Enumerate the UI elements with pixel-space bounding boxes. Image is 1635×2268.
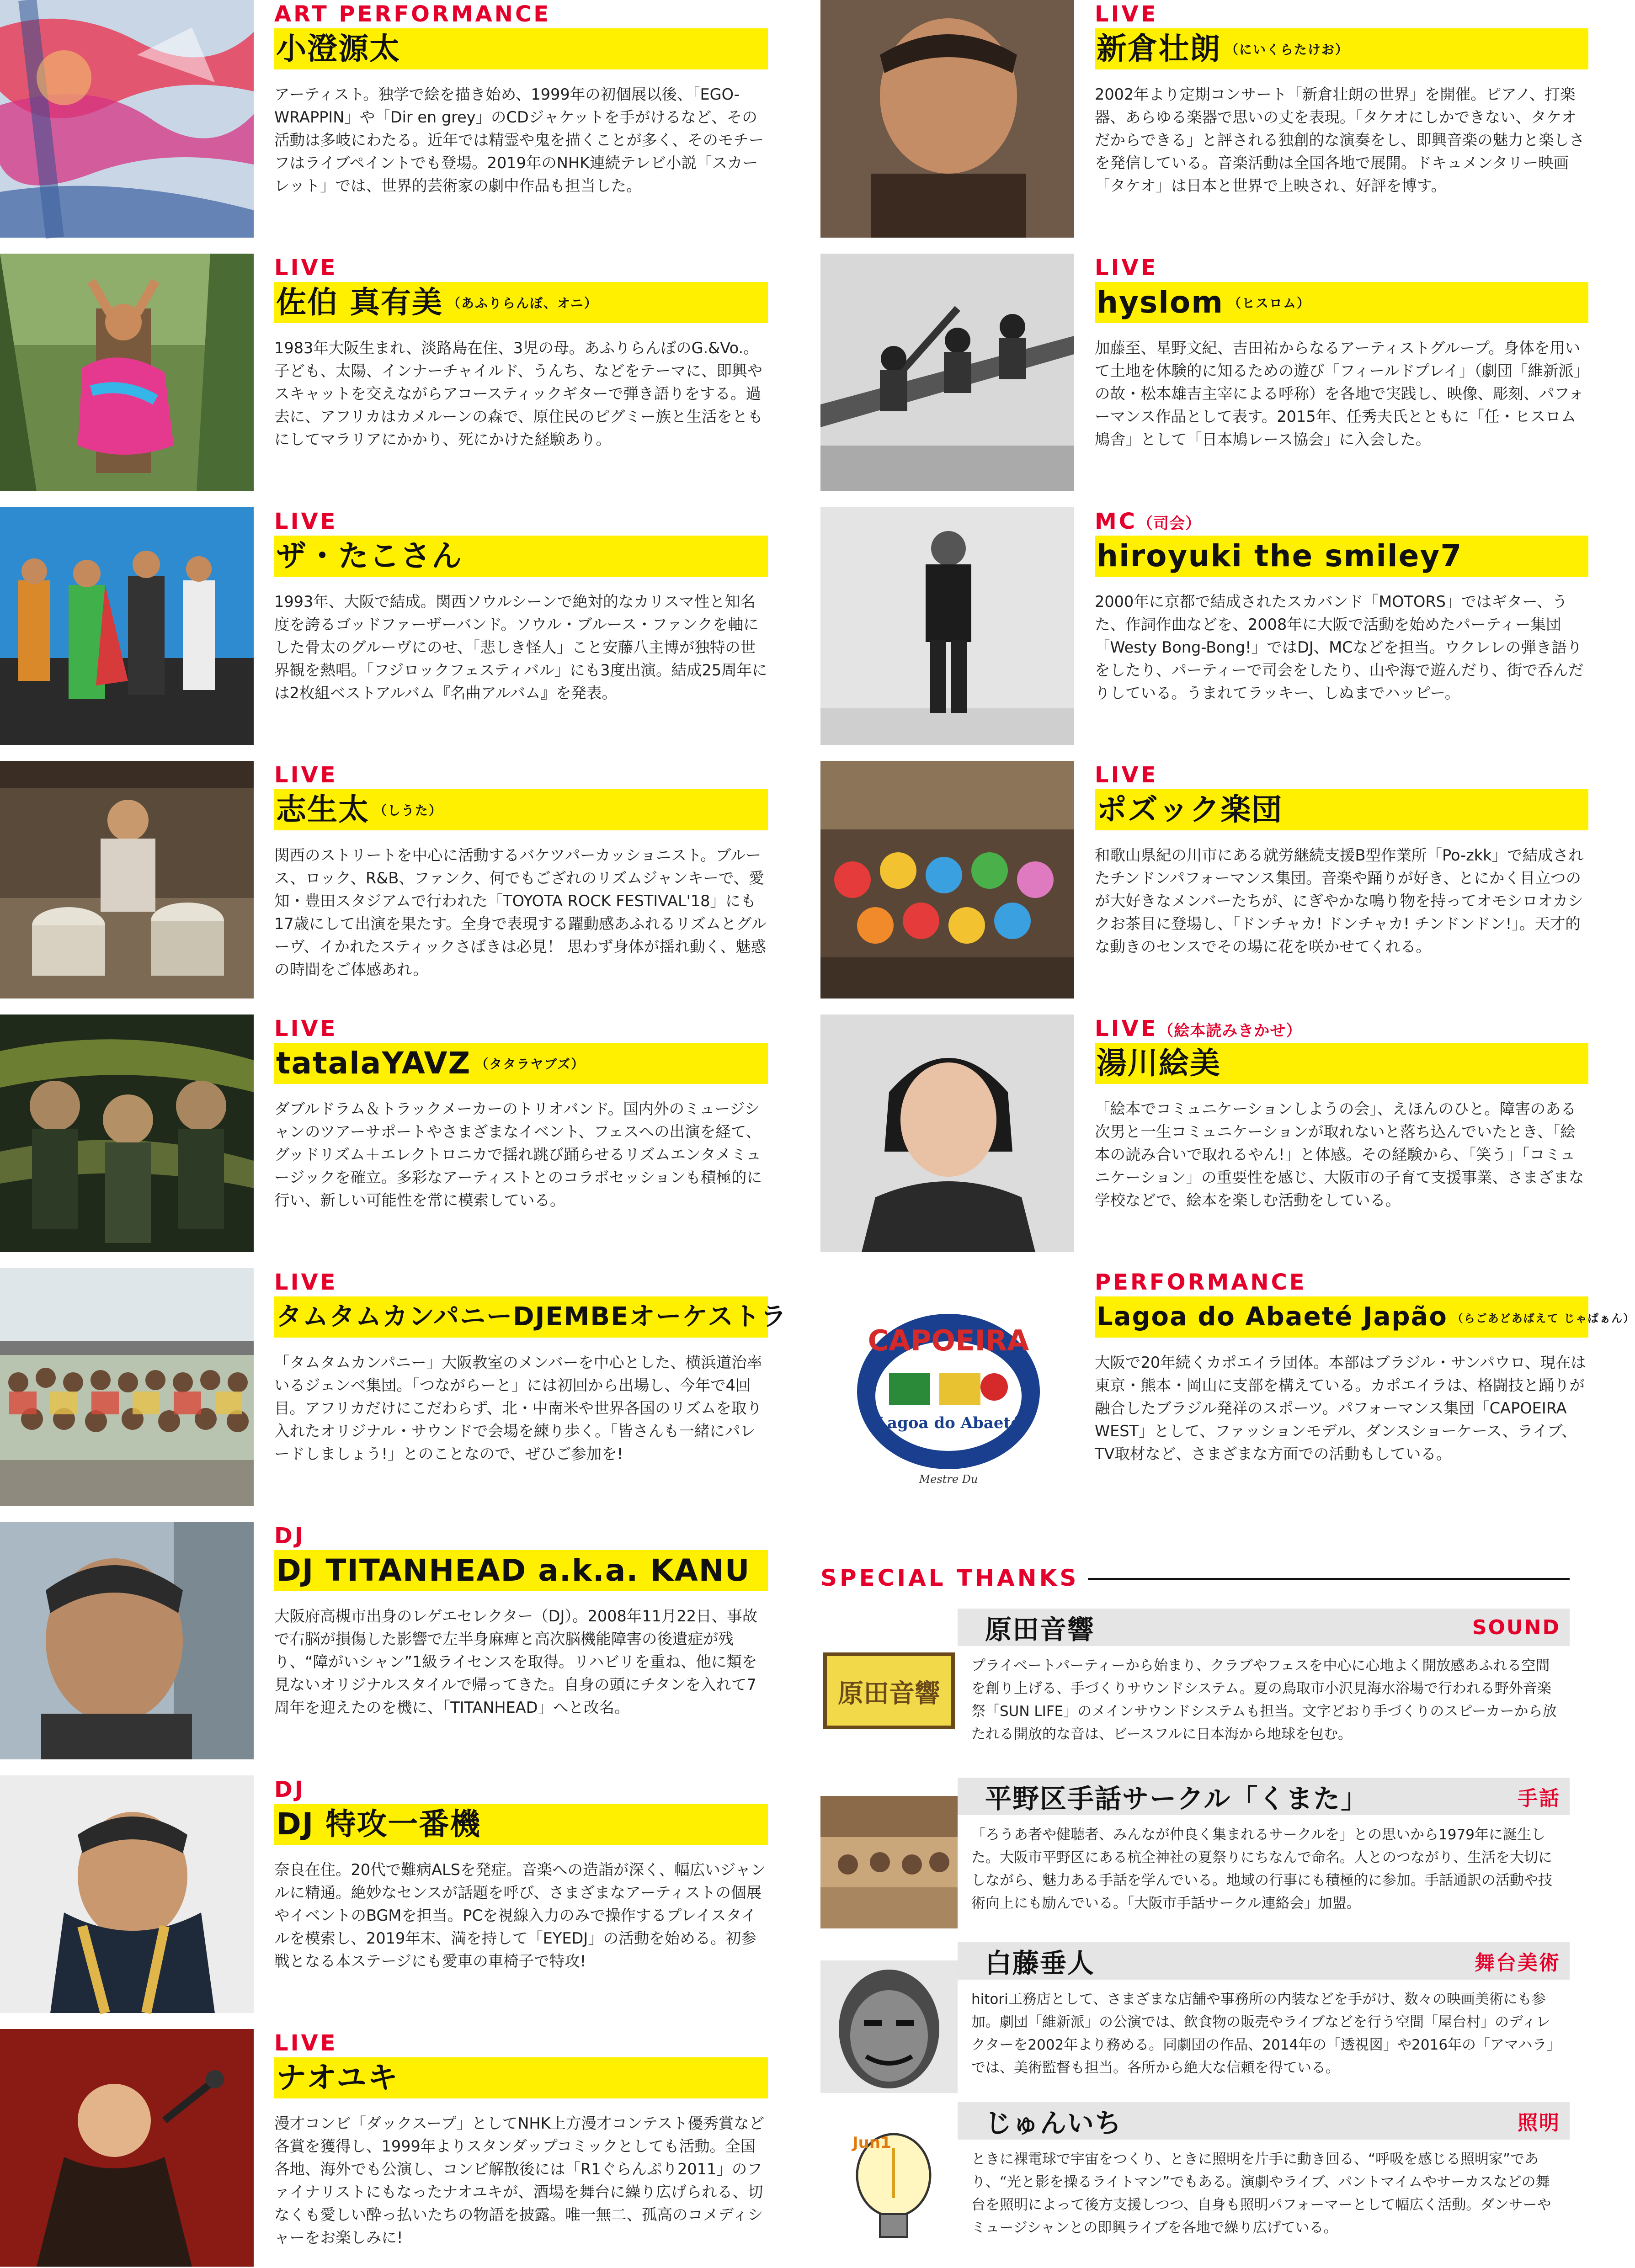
performer-name: ナオユキ xyxy=(276,2060,399,2095)
junichi-logo-text: Jun1 xyxy=(852,2134,891,2152)
entry-kosumi-genta xyxy=(0,0,768,238)
photo-hiroyuki-smiley7 xyxy=(820,507,1074,745)
category-label: LIVE xyxy=(274,762,338,788)
photo-dj-tokko xyxy=(0,1775,254,2013)
capoeira-logo-subtitle: Lagoa do Abaeté xyxy=(876,1414,1021,1432)
capoeira-logo-title: CAPOEIRA xyxy=(868,1324,1029,1357)
name-bar xyxy=(274,1296,788,1338)
performer-description: 加藤至、星野文紀、吉田祐からなるアーティストグループ。身体を用いて土地を体験的に知るための遊び「フィールドプレイ」（劇団「維新派」の故・松本雄吉主宰による呼称）を各地で実践し、映像、彫刻、パフォーマンス作品として表す。2015年、任秀夫氏とともに「任・ヒスロム鳩舎」として「日本鳩レース協会」に入会した。 xyxy=(1095,339,1584,448)
photo-kumata xyxy=(820,1796,958,1928)
thanks-role: SOUND xyxy=(1472,1615,1560,1639)
sound-logo xyxy=(820,1627,958,1759)
performer-description: 1983年大阪生まれ、淡路島在住、3児の母。あふりらんぼのG.&Vo.。子ども、太陽、インナーチャイルド、うんち、などをテーマに、即興やスキャットを交えながらアコースティックギターで弾き語りをする。過去に、アフリカはカメルーンの森で、原住民のピグミー族と生活をともにしてマラリアにかかり、死にかけた経験あり。 xyxy=(274,339,763,448)
performer-description: 漫才コンビ「ダックスープ」としてNHK上方漫才コンテスト優秀賞など各賞を獲得し、1999年よりスタンダップコミックとしても活動。全国各地、海外でも公演し、コンビ解散後には「R1ぐらんぷり2011」のファイナリストにもなったナオユキが、酒場を舞台に繰り広げられる、切なくも愛しい酔っ払いたちの物語を披露。唯一無二、孤高のコメディシャーをお楽しみに! xyxy=(274,2114,765,2247)
name-bar xyxy=(274,282,768,323)
thanks-name-bar xyxy=(958,2102,1570,2140)
performer-description: 2000年に京都で結成されたスカバンド「MOTORS」ではギター、うた、作詞作曲などを、2008年に大阪で活動を始めたパーティー集団「Westy Bong-Bong!」ではDJ、MCなどを担当。ウクレレの弾き語りをしたり、パーティーで司会をしたり、山や海で遊んだり、街で呑んだりしている。うまれてラッキー、しぬまでハッピー。 xyxy=(1095,593,1584,702)
entry-dj-tokko xyxy=(0,1775,768,2013)
thanks-name-bar xyxy=(958,1942,1570,1980)
photo-tatalayavz xyxy=(0,1014,254,1252)
capoeira-logo-sign: Mestre Du xyxy=(919,1473,978,1486)
photo-pozukku-gakudan xyxy=(820,761,1074,999)
thanks-role: 手話 xyxy=(1518,1787,1560,1810)
special-thanks-heading xyxy=(820,1562,1570,1594)
performer-kana: （にいくらたけお） xyxy=(1225,42,1349,57)
junichi-logo xyxy=(820,2120,958,2253)
category-label: DJ xyxy=(274,1777,305,1802)
photo-shiuta xyxy=(0,761,254,999)
entry-lagoa-do-abaete xyxy=(820,1268,1635,1506)
performer-kana: （タタラヤブズ） xyxy=(475,1057,585,1072)
capoeira-logo xyxy=(820,1268,1074,1506)
performer-name: Lagoa do Abaeté Japão xyxy=(1097,1302,1448,1332)
entry-the-takosan xyxy=(0,507,768,745)
category-label: LIVE xyxy=(1095,255,1158,281)
photo-saeki-mayumi xyxy=(0,254,254,491)
category-label: LIVE xyxy=(274,1269,338,1295)
thanks-name: 白藤垂人 xyxy=(985,1948,1095,1979)
name-bar xyxy=(274,2057,768,2098)
thanks-name-bar xyxy=(958,1778,1570,1815)
category-label: LIVE xyxy=(274,255,338,281)
photo-naoyuki xyxy=(0,2029,254,2267)
thanks-junichi xyxy=(820,2102,1570,2267)
name-bar xyxy=(1095,1296,1635,1338)
category-label: PERFORMANCE xyxy=(1095,1269,1307,1295)
name-bar xyxy=(1095,1043,1588,1084)
entry-pozukku-gakudan xyxy=(820,761,1588,999)
performer-name: hiroyuki the smiley7 xyxy=(1097,538,1463,574)
special-thanks-rule xyxy=(1076,1578,1570,1580)
performer-name: 志生太 xyxy=(276,792,369,827)
name-bar xyxy=(1095,536,1588,577)
special-thanks-title: SPECIAL THANKS xyxy=(820,1565,1088,1591)
performer-description: 大阪府高槻市出身のレゲエセレクター（DJ）。2008年11月22日、事故で右脳が損傷した影響で左半身麻痺と高次脳機能障害の後遺症が残り、“障がいシャン”1級ライセンスを取得。リハビリを重ね、他に類を見ないオリジナルスタイルで帰ってきた。自身の頭にチタンを入れて7周年を迎えたのを機に、「TITANHEAD」へと改名。 xyxy=(274,1607,758,1716)
performer-kana: （らごあどあばえて じゃぱぁん） xyxy=(1452,1312,1635,1325)
name-bar xyxy=(274,28,768,69)
performer-name: DJ 特攻一番機 xyxy=(276,1806,481,1842)
category-label xyxy=(1095,1014,1588,1043)
performer-description: 「タムタムカンパニー」大阪教室のメンバーを中心とした、横浜道治率いるジェンベ集団。「つながらーと」には初回から出場し、今年で4回目。アフリカだけにこだわらず、北・中南米や世界各国のリズムを取り入れたオリジナル・サウンドで会場を練り歩く。「皆さんも一緒にパレードしましょう!」とのことなので、ぜひご参加を! xyxy=(274,1354,762,1463)
photo-yukawa-emi xyxy=(820,1014,1074,1252)
thanks-harada-onkyo xyxy=(820,1609,1570,1773)
entry-naoyuki xyxy=(0,2029,768,2267)
name-bar xyxy=(274,536,768,577)
thanks-role: 舞台美術 xyxy=(1475,1951,1560,1975)
performer-kana: （ヒスロム） xyxy=(1228,296,1311,311)
entry-hiroyuki-smiley7 xyxy=(820,507,1588,745)
performer-name: ポズック楽団 xyxy=(1097,792,1283,827)
photo-hyslom xyxy=(820,254,1074,491)
performer-description: 大阪で20年続くカポエイラ団体。本部はブラジル・サンパウロ、現在は東京・熊本・岡山に支部を構えている。カポエイラは、格闘技と踊りが融合したブラジル発祥のスポーツ。パフォーマンス集団「CAPOEIRA WEST」として、ファッションモデル、ダンスショーケース、ライブ、TV取材など、さまざまな方面での活動もしている。 xyxy=(1095,1354,1586,1463)
entry-niikura-takeo xyxy=(820,0,1588,238)
thanks-name: 原田音響 xyxy=(985,1614,1095,1645)
performer-name: ザ・たこさん xyxy=(276,538,463,574)
thanks-role: 照明 xyxy=(1518,2111,1560,2135)
category-label: LIVE xyxy=(274,509,338,534)
category-main: LIVE xyxy=(1095,1016,1158,1041)
performer-description: 1993年、大阪で結成。関西ソウルシーンで絶対的なカリスマ性と知名度を誇るゴッドファーザーバンド。ソウル・ブルース・ファンクを軸にした骨太のグルーヴにのせ、「悲しき怪人」こと安藤八主博が独特の世界観を熱唱。「フジロックフェスティバル」にも3度出演。結成25周年には2枚組ベストアルバム『名曲アルバム』を発表。 xyxy=(274,593,767,702)
category-label xyxy=(1095,507,1588,536)
performer-description: 奈良在住。20代で難病ALSを発症。音楽への造詣が深く、幅広いジャンルに精通。絶妙なセンスが話題を呼び、さまざまなアーティストの個展やイベントのBGMを担当。PCを視線入力のみで操作するプレイスタイルを模索し、2019年末、満を持して「EYEDJ」の活動を始める。初参戦となる本ステージにも愛車の車椅子で特攻! xyxy=(274,1861,766,1970)
entry-tatalayavz xyxy=(0,1014,768,1252)
performer-description: ダブルドラム＆トラックメーカーのトリオバンド。国内外のミュージシャンのツアーサポートやさまざまなイベント、フェスへの出演を経て、グッドリズム＋エレクトロニカで揺れ跳び踊らせるリズムエンタメミュージックを確立。多彩なアーティストとのコラボセッションも積極的に行い、新しい可能性を常に模索している。 xyxy=(274,1100,762,1209)
performer-description: 関西のストリートを中心に活動するバケツパーカッショニスト。ブルース、ロック、R&B、ファンク、何でもござれのリズムジャンキーで、愛知・豊田スタジアムで行われた「TOYOTA ROCK FESTIVAL'18」にも17歳にして出演を果たす。全身で表現する躍動感あふれるリズムとグルーヴ、イかれたスティックさばきは必見！ 思わず身体が揺れ動く、魅惑の時間をご体感あれ。 xyxy=(274,846,767,978)
performer-description: 和歌山県紀の川市にある就労継続支援B型作業所「Po-zkk」で結成されたチンドンパフォーマンス集団。音楽や踊りが好き、とにかく目立つのが大好きなメンバーたちが、にぎやかな鳴り物を持ってオモシロオカシクお茶目に登場し、「ドンチャカ! ドンチャカ! チンドンドン!」。天才的な動きのセンスでその場に花を咲かせてくれる。 xyxy=(1095,846,1584,956)
photo-shirafuji-taruto xyxy=(820,1960,958,2093)
category-label: ART PERFORMANCE xyxy=(274,1,551,27)
thanks-name: じゅんいち xyxy=(985,2108,1123,2139)
category-label: LIVE xyxy=(1095,1,1158,27)
performer-name: 小澄源太 xyxy=(276,31,400,66)
performer-name: 新倉壮朗 xyxy=(1097,31,1221,66)
photo-dj-titanhead xyxy=(0,1522,254,1759)
thanks-description: 「ろうあ者や健聴者、みんなが仲良く集まれるサークルを」との思いから1979年に誕生した。大阪市平野区にある杭全神社の夏祭りにちなんで命名。人とのつながり、生活を大切にしながら、魅力ある手話を学んでいる。地域の行事にも積極的に参加。手話通訳の活動や技術向上にも励んでいる。「大阪市手話サークル連絡会」加盟。 xyxy=(971,1827,1552,1912)
thanks-description: ときに裸電球で宇宙をつくり、ときに照明を片手に動き回る、“呼吸を感じる照明家”であり、“光と影を操るライトマン”でもある。演劇やライブ、パントマイムやサーカスなどの舞台を照明によって後方支援しつつ、自身も照明パフォーマーとして幅広く活動。ダンサーやミュージシャンとの即興ライブを各地で繰り広げている。 xyxy=(971,2151,1551,2236)
performer-kana: （あふりらんぼ、オニ） xyxy=(447,296,598,311)
category-sub: （司会） xyxy=(1137,515,1201,533)
performer-kana: （しうた） xyxy=(374,803,443,818)
entry-dj-titanhead xyxy=(0,1522,768,1759)
thanks-kumata xyxy=(820,1778,1570,1942)
name-bar xyxy=(1095,789,1588,830)
photo-tamtam-company xyxy=(0,1268,254,1506)
thanks-shirafuji-taruto xyxy=(820,1942,1570,2107)
category-sub: （絵本読みきかせ） xyxy=(1158,1022,1302,1040)
entry-tamtam-company xyxy=(0,1268,788,1506)
photo-niikura-takeo xyxy=(820,0,1074,238)
performer-description: アーティスト。独学で絵を描き始め、1999年の初個展以後、「EGO-WRAPPIN」や「Dir en grey」のCDジャケットを手がけるなど、その活動は多岐にわたる。近年では精霊や鬼を描くことが多く、そのモチーフはライブペイントでも登場。2019年のNHK連続テレビ小説「スカーレット」では、世界的芸術家の劇中作品も担当した。 xyxy=(274,85,764,195)
category-label: LIVE xyxy=(274,2030,338,2056)
performer-name: タムタムカンパニーDJEMBEオーケストラ xyxy=(276,1302,788,1332)
photo-the-takosan xyxy=(0,507,254,745)
name-bar xyxy=(274,1550,768,1591)
entry-yukawa-emi xyxy=(820,1014,1588,1252)
thanks-description: hitori工務店として、さまざまな店舗や事務所の内装などを手がけ、数々の映画美術にも参加。劇団「維新派」の公演では、飲食物の販売やライブなどを行う空間「屋台村」のディレクターを2002年より務める。同劇団の作品、2014年の「透視図」や2016年の「アマハラ」では、美術監督も担当。各所から絶大な信頼を得ている。 xyxy=(971,1991,1554,2076)
category-label: LIVE xyxy=(1095,762,1158,788)
performer-description: 「絵本でコミュニケーションしようの会」、えほんのひと。障害のある次男と一生コミュニケーションが取れないと落ち込んでいたとき、「絵本の読み合いで取れるやん!」と体感。その経験から、「笑う」「コミュニケーション」の重要性を感じ、大阪市の子育て支援事業、さまざまな学校などで、絵本を楽しむ活動をしている。 xyxy=(1095,1100,1584,1209)
performer-name: hyslom xyxy=(1097,285,1224,320)
performer-description: 2002年より定期コンサート「新倉壮朗の世界」を開催。ピアノ、打楽器、あらゆる楽器で思いの丈を表現。「タケオにしかできない、タケオだからできる」と評される独創的な演奏をし、即興音楽の魅力と楽しさを発信している。音楽活動は全国各地で展開。ドキュメンタリー映画「タケオ」は日本と世界で上映され、好評を博す。 xyxy=(1095,85,1585,195)
name-bar xyxy=(1095,282,1588,323)
performer-name: 佐伯 真有美 xyxy=(276,285,443,320)
name-bar xyxy=(1095,28,1588,69)
performer-name: tatalaYAVZ xyxy=(276,1046,471,1081)
thanks-description: プライベートパーティーから始まり、クラブやフェスを中心に心地よく開放感あふれる空間を創り上げる、手づくりサウンドシステム。夏の鳥取市小沢見海水浴場で行われる野外音楽祭「SUN LIFE」のメインサウンドシステムも担当。文字どおり手づくりのスピーカーから放たれる開放的な音は、ビースフルに日本海から地球を包む。 xyxy=(971,1657,1557,1742)
category-label: LIVE xyxy=(274,1016,338,1041)
category-label: DJ xyxy=(274,1523,305,1549)
entry-hyslom xyxy=(820,254,1588,491)
performer-name: 湯川絵美 xyxy=(1097,1046,1221,1081)
performer-name: DJ TITANHEAD a.k.a. KANU xyxy=(276,1553,751,1588)
category-main: MC xyxy=(1095,509,1137,534)
entry-shiuta xyxy=(0,761,768,999)
name-bar xyxy=(274,1804,768,1845)
name-bar xyxy=(274,1043,768,1084)
sound-logo-text: 原田音響 xyxy=(838,1679,940,1709)
photo-kosumi-genta xyxy=(0,0,254,238)
thanks-name-bar xyxy=(958,1609,1570,1646)
thanks-name: 平野区手話サークル「くまた」 xyxy=(985,1783,1369,1814)
name-bar xyxy=(274,789,768,830)
entry-saeki-mayumi xyxy=(0,254,768,491)
